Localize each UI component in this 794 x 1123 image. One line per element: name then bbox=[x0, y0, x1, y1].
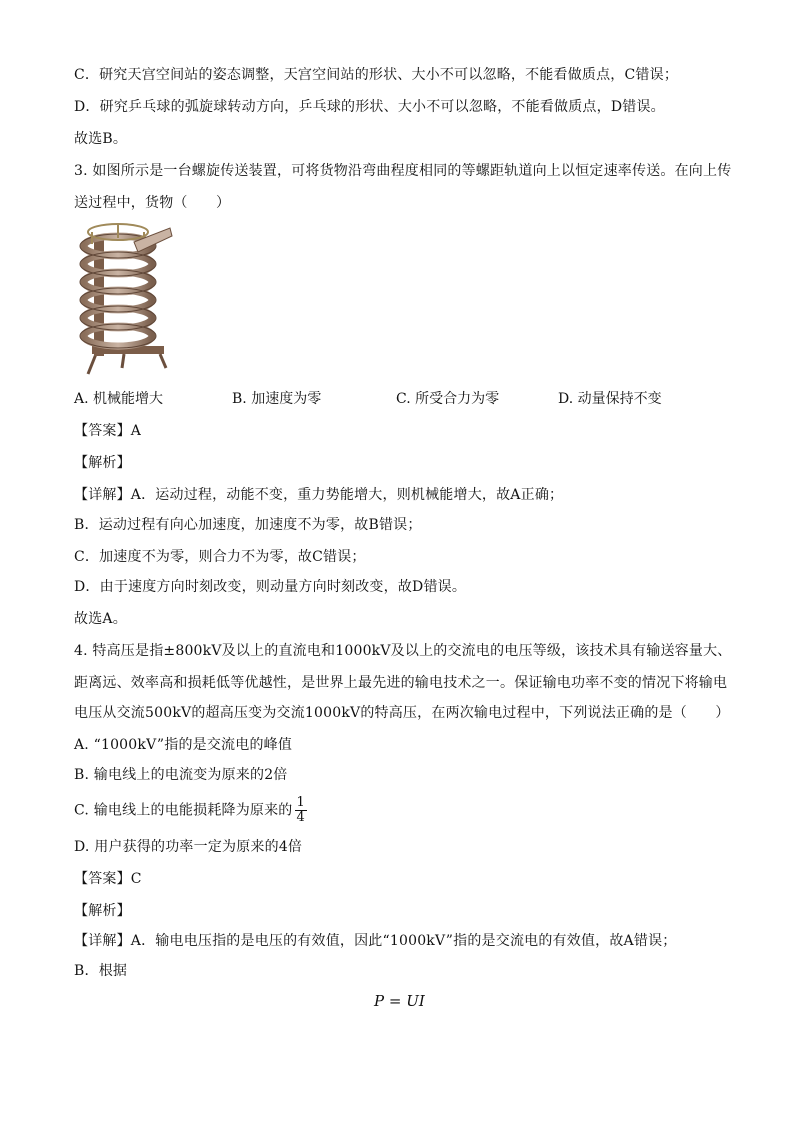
question-3-stem: 送过程中，货物（ ） bbox=[74, 195, 231, 211]
detail-line: 【详解】A．运动过程，动能不变，重力势能增大，则机械能增大，故A正确； bbox=[74, 487, 564, 503]
detail-line: B．根据 bbox=[74, 963, 128, 979]
answer-label: 【答案】C bbox=[74, 871, 142, 887]
option-c-text: C. 输电线上的电能损耗降为原来的 bbox=[74, 802, 293, 819]
analysis-label: 【解析】 bbox=[74, 455, 131, 471]
option-c bbox=[74, 796, 307, 825]
fraction bbox=[295, 796, 307, 825]
question-3-stem: 3. 如图所示是一台螺旋传送装置，可将货物沿弯曲程度相同的等螺距轨道向上以恒定速率传送。在向上传 bbox=[74, 163, 732, 179]
spiral-conveyor-image bbox=[74, 218, 174, 378]
option-d: D. 用户获得的功率一定为原来的4倍 bbox=[74, 839, 303, 855]
option-a: A. 机械能增大 bbox=[74, 391, 164, 407]
question-4-stem: 距离远、效率高和损耗低等优越性，是世界上最先进的输电技术之一。保证输电功率不变的情况下将输电 bbox=[74, 675, 728, 691]
detail-line: 故选A。 bbox=[74, 611, 127, 627]
answer-label: 【答案】A bbox=[74, 423, 142, 439]
question-4-stem: 4. 特高压是指±800kV及以上的直流电和1000kV及以上的交流电的电压等级，该技术具有输送容量大、 bbox=[74, 643, 732, 659]
detail-line: D．由于速度方向时刻改变，则动量方向时刻改变，故D错误。 bbox=[74, 579, 467, 595]
formula: P = UI bbox=[374, 992, 425, 1010]
question-4-stem: 电压从交流500kV的超高压变为交流1000kV的特高压，在两次输电过程中，下列说法正确的是（ ） bbox=[74, 705, 730, 721]
detail-line: B．运动过程有向心加速度，加速度不为零，故B错误； bbox=[74, 517, 422, 533]
option-b: B. 输电线上的电流变为原来的2倍 bbox=[74, 767, 288, 783]
text-line: 故选B。 bbox=[74, 131, 128, 147]
option-b: B. 加速度为零 bbox=[232, 391, 322, 407]
option-c: C. 所受合力为零 bbox=[396, 391, 500, 407]
option-a: A. “1000kV”指的是交流电的峰值 bbox=[74, 737, 293, 753]
analysis-label: 【解析】 bbox=[74, 903, 131, 919]
text-line: C．研究天宫空间站的姿态调整，天宫空间站的形状、大小不可以忽略，不能看做质点，C错误； bbox=[74, 67, 679, 83]
option-d: D. 动量保持不变 bbox=[558, 391, 662, 407]
fraction-numerator: 1 bbox=[296, 795, 305, 810]
text-line: D．研究乒乓球的弧旋球转动方向，乒乓球的形状、大小不可以忽略，不能看做质点，D错误。 bbox=[74, 99, 665, 115]
detail-line: C．加速度不为零，则合力不为零，故C错误； bbox=[74, 549, 366, 565]
fraction-denominator: 4 bbox=[296, 810, 305, 825]
detail-line: 【详解】A．输电电压指的是电压的有效值，因此“1000kV”指的是交流电的有效值，故A错误； bbox=[74, 933, 677, 949]
